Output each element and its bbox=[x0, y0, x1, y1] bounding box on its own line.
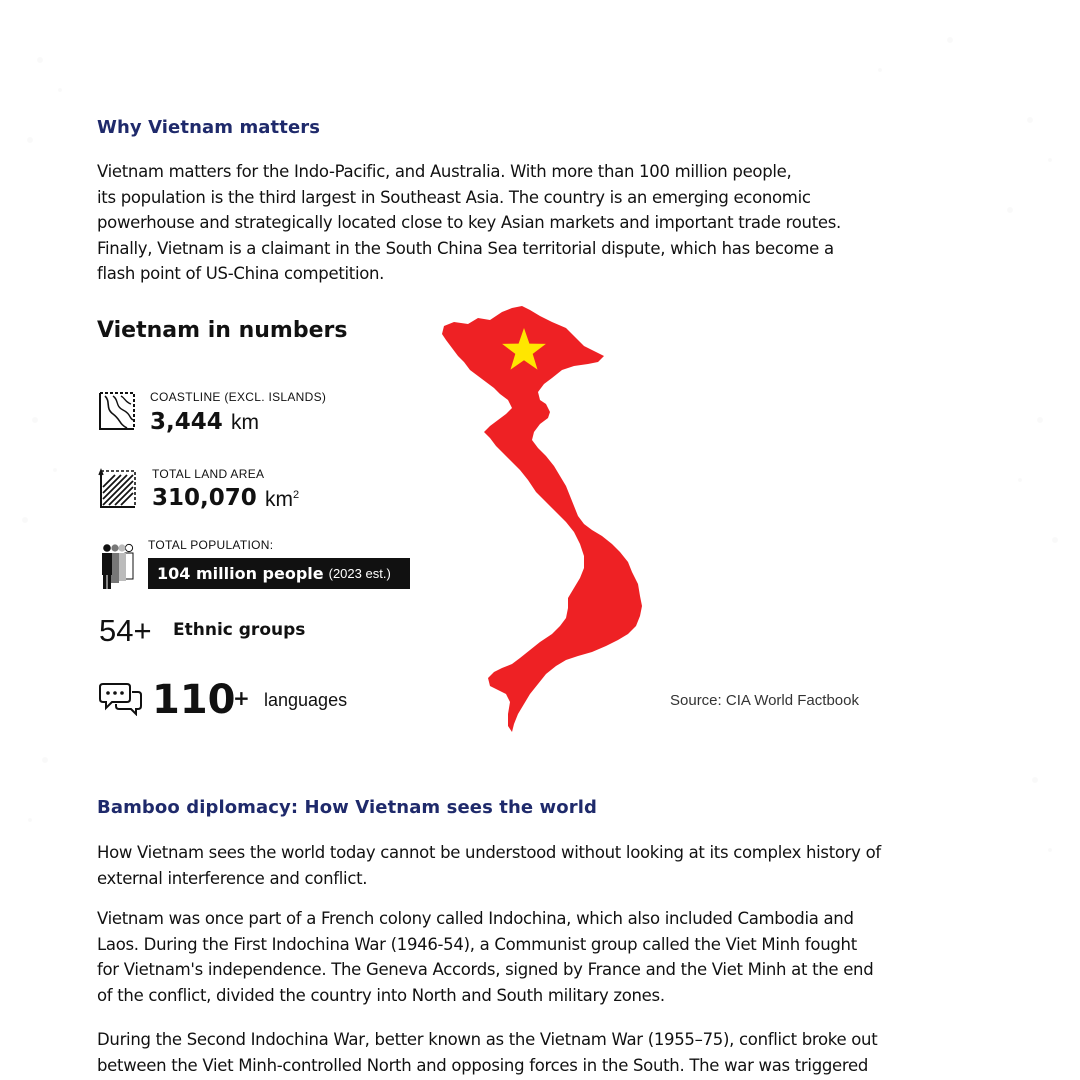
vietnam-map-flag bbox=[440, 300, 650, 740]
ethnic-groups-value: 54+ bbox=[99, 613, 152, 648]
paragraph-line: its population is the third largest in Southeast Asia. The country is an emerging economic bbox=[97, 187, 811, 207]
land-area-value: 310,070 bbox=[152, 485, 257, 511]
bamboo-diplomacy-heading: Bamboo diplomacy: How Vietnam sees the world bbox=[97, 797, 597, 818]
land-area-unit bbox=[265, 488, 299, 512]
paragraph-line: between the Viet Minh-controlled North and opposing forces in the South. The war was triggered bbox=[97, 1055, 869, 1075]
coastline-value: 3,444 bbox=[150, 409, 223, 435]
population-label: TOTAL POPULATION: bbox=[148, 538, 274, 552]
paragraph-line: of the conflict, divided the country into North and South military zones. bbox=[97, 985, 665, 1005]
numbers-title: Vietnam in numbers bbox=[97, 318, 348, 343]
source-note: Source: CIA World Factbook bbox=[670, 692, 859, 709]
paragraph-line: flash point of US-China competition. bbox=[97, 264, 385, 283]
paragraph-line: How Vietnam sees the world today cannot be understood without looking at its complex history of bbox=[97, 843, 881, 862]
bamboo-paragraph-2 bbox=[97, 906, 977, 1008]
languages-plus: + bbox=[233, 686, 250, 710]
population-value: 104 million people bbox=[157, 564, 324, 583]
paragraph-line: Vietnam was once part of a French colony called Indochina, which also included Cambodia and bbox=[97, 909, 854, 928]
paragraph-line: Finally, Vietnam is a claimant in the South China Sea territorial dispute, which has become a bbox=[97, 238, 834, 258]
paragraph-line: Laos. During the First Indochina War (1946-54), a Communist group called the Viet Minh fought bbox=[97, 934, 857, 954]
paragraph-line: Vietnam matters for the Indo-Pacific, and Australia. With more than 100 million people, bbox=[97, 162, 792, 181]
paragraph-line: During the Second Indochina War, better known as the Vietnam War (1955–75), conflict broke out bbox=[97, 1030, 878, 1049]
land-area-label: TOTAL LAND AREA bbox=[152, 467, 265, 481]
coastline-label: COASTLINE (EXCL. ISLANDS) bbox=[150, 390, 327, 404]
languages-label: languages bbox=[264, 690, 348, 710]
population-note: (2023 est.) bbox=[328, 566, 391, 581]
why-vietnam-paragraph bbox=[97, 159, 977, 287]
people-icon bbox=[99, 543, 137, 591]
speech-bubbles-icon bbox=[99, 680, 143, 716]
land-area-unit-text: km bbox=[265, 488, 293, 511]
land-area-icon bbox=[97, 467, 139, 511]
bamboo-paragraph-3 bbox=[97, 1027, 977, 1078]
ethnic-groups-label: Ethnic groups bbox=[173, 620, 306, 640]
bamboo-paragraph-1 bbox=[97, 840, 977, 891]
coastline-unit: km bbox=[231, 411, 259, 434]
paragraph-line: for Vietnam's independence. The Geneva Accords, signed by France and the Viet Minh at the end bbox=[97, 960, 874, 979]
why-vietnam-heading: Why Vietnam matters bbox=[97, 117, 321, 138]
paragraph-line: powerhouse and strategically located close to key Asian markets and important trade routes. bbox=[97, 213, 841, 232]
population-badge bbox=[148, 558, 410, 589]
coastline-icon bbox=[97, 390, 137, 432]
land-area-unit-sup: 2 bbox=[293, 489, 300, 501]
languages-value: 110 bbox=[152, 677, 236, 723]
paragraph-line: external interference and conflict. bbox=[97, 868, 368, 888]
